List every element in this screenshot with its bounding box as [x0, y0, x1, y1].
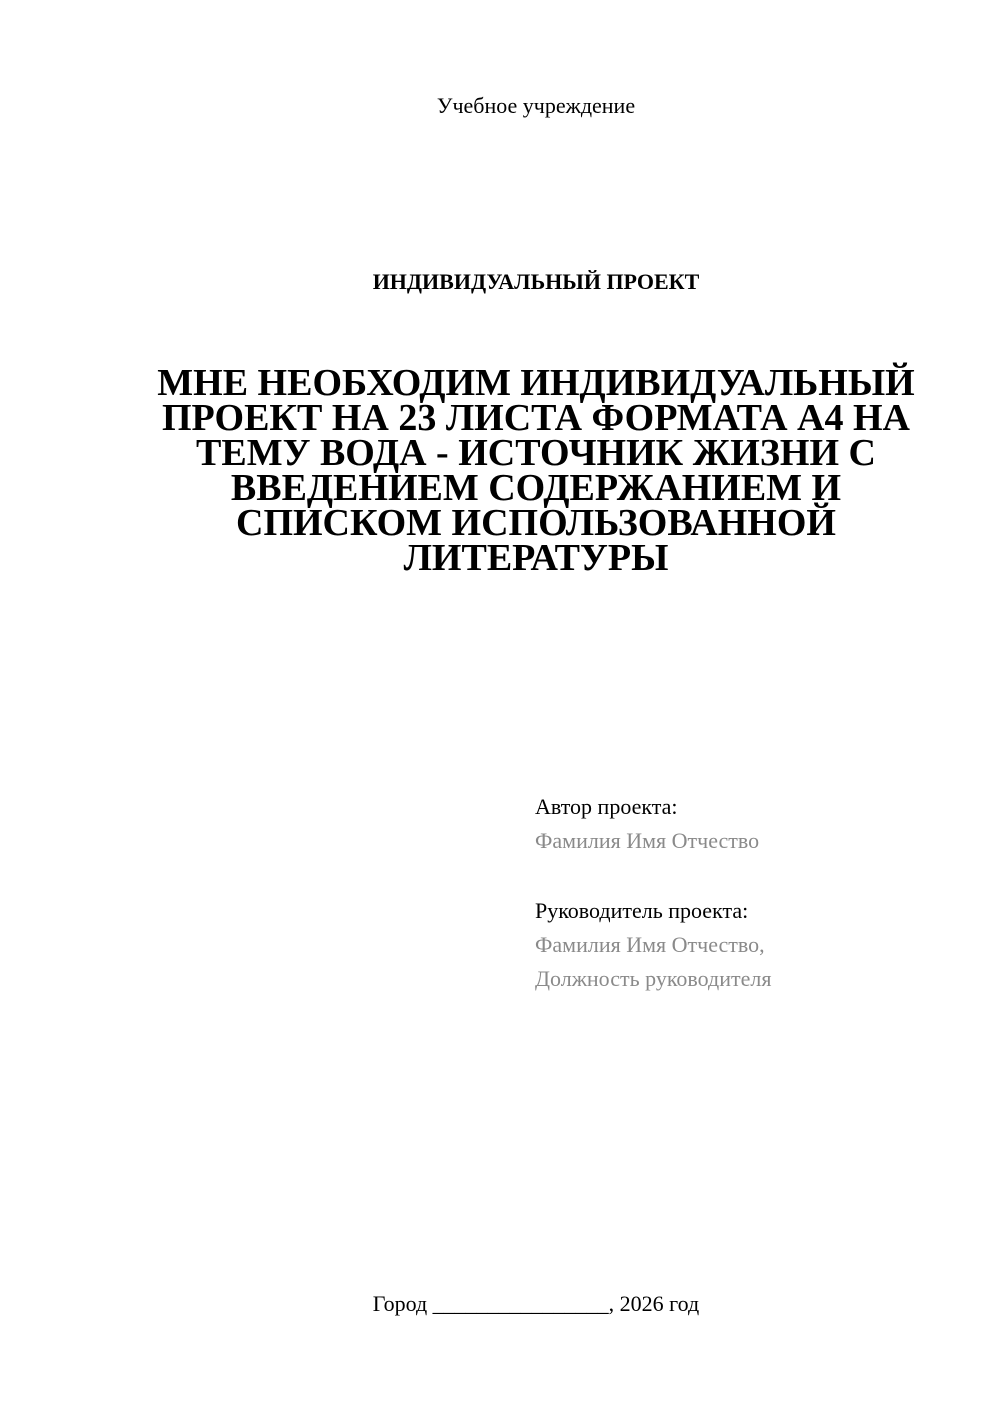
- author-name: Фамилия Имя Отчество: [535, 828, 760, 853]
- institution-name: Учебное учреждение: [436, 93, 636, 118]
- authors-block: [535, 790, 975, 996]
- supervisor-position: Должность руководителя: [535, 966, 772, 991]
- author-label: Автор проекта:: [535, 794, 678, 819]
- project-title: МНЕ НЕОБХОДИМ ИНДИВИДУАЛЬНЫЙ ПРОЕКТ НА 23 ЛИСТА ФОРМАТА А4 НА ТЕМУ ВОДА - ИСТОЧНИК ЖИЗНИ С ВВЕДЕНИЕМ СОДЕРЖАНИЕМ И СПИСКОМ ИСПОЛЬЗОВАННОЙ ЛИТЕРАТУРЫ: [157, 362, 915, 579]
- document-type: ИНДИВИДУАЛЬНЫЙ ПРОЕКТ: [372, 269, 700, 294]
- city-year-line: Город ________________, 2026 год: [372, 1291, 700, 1316]
- supervisor-name: Фамилия Имя Отчество,: [535, 932, 765, 957]
- supervisor-label: Руководитель проекта:: [535, 898, 749, 923]
- spacer: [535, 858, 975, 894]
